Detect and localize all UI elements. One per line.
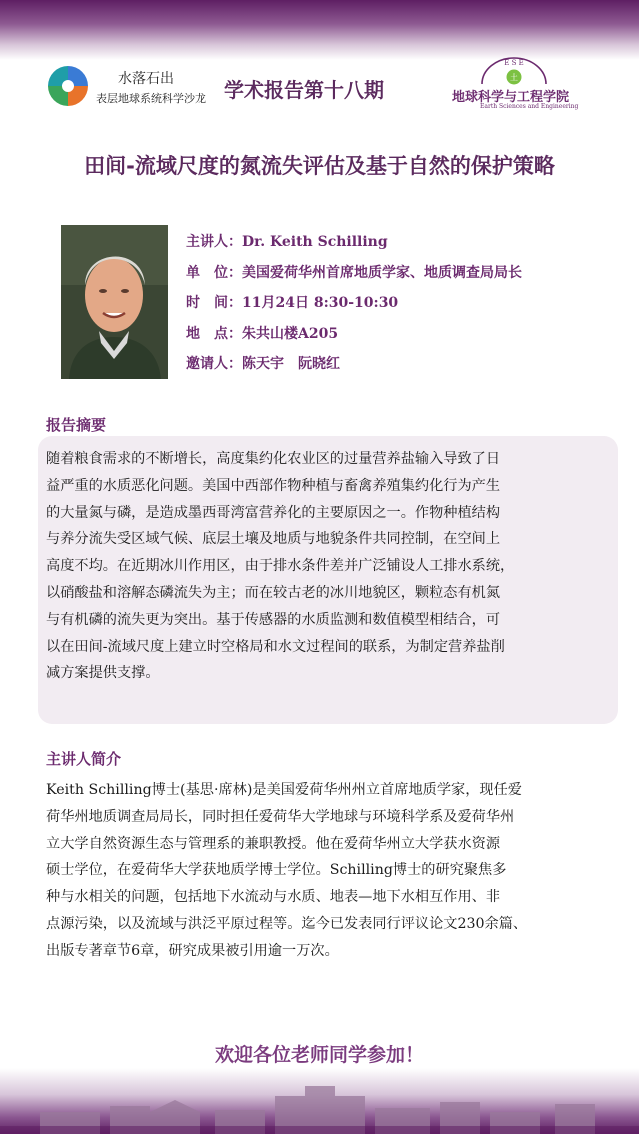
salon-subtitle: 表层地球系统科学沙龙 <box>96 92 206 105</box>
welcome-message: 欢迎各位老师同学参加！ <box>214 1044 424 1066</box>
bio-line: 荷华州地质调查局局长，同时担任爱荷华大学地球与环境科学系及爱荷华州 <box>46 808 515 825</box>
talk-info <box>186 231 626 384</box>
bio-line: 种与水相关的问题，包括地下水流动与水质、地表—地下水相互作用、非 <box>46 889 501 906</box>
host-line: 邀请人：陈天宇 阮晓红 <box>186 356 340 372</box>
svg-text:土: 土 <box>510 73 518 82</box>
abstract-line: 与养分流失受区域气候、底层土壤及地质与地貌条件共同控制，在空间上 <box>46 531 501 548</box>
school-name-en: Earth Sciences and Engineering <box>480 103 579 110</box>
series-title: 学术报告第十八期 <box>224 78 384 102</box>
abstract-line: 的大量氮与磷，是造成墨西哥湾富营养化的主要原因之一。作物种植结构 <box>46 504 501 521</box>
speaker-photo <box>61 225 168 379</box>
location-line: 地 点：朱共山楼A205 <box>186 325 339 342</box>
salon-logo-icon <box>46 64 90 108</box>
abstract-line: 益严重的水质恶化问题。美国中西部作物种植与畜禽养殖集约化行为产生 <box>46 477 501 494</box>
abstract-line: 与有机磷的流失更为突出。基于传感器的水质监测和数值模型相结合，可 <box>46 611 501 628</box>
abstract-line: 减方案提供支撑。 <box>46 665 160 682</box>
talk-title: 田间-流域尺度的氮流失评估及基于自然的保护策略 <box>84 154 555 178</box>
bio-line: 点源污染，以及流域与洪泛平原过程等。迄今已发表同行评议论文230余篇、 <box>46 915 528 932</box>
speaker-line: 主讲人：Dr. Keith Schilling <box>186 234 388 250</box>
time-line: 时 间：11月24日 8:30-10:30 <box>186 295 399 311</box>
campus-skyline-icon <box>0 1082 639 1134</box>
abstract-line: 以在田间-流域尺度上建立时空格局和水文过程间的联系，为制定营养盐削 <box>46 638 505 655</box>
abstract-line: 以硝酸盐和溶解态磷流失为主；而在较古老的冰川地貌区，颗粒态有机氮 <box>46 584 501 601</box>
speaker-portrait-icon <box>61 225 168 379</box>
school-emblem-icon <box>476 54 552 86</box>
top-gradient-band <box>0 0 639 60</box>
header <box>0 58 639 114</box>
abstract-line: 随着粮食需求的不断增长，高度集约化农业区的过量营养盐输入导致了日 <box>46 451 501 467</box>
bio-line: 硕士学位，在爱荷华大学获地质学博士学位。Schilling博士的研究聚焦多 <box>46 862 507 879</box>
bio-text <box>46 777 606 965</box>
school-name-cn: 地球科学与工程学院 <box>452 90 570 105</box>
salon-name: 水落石出 <box>118 71 174 87</box>
abstract-heading: 报告摘要 <box>46 416 107 434</box>
bio-heading: 主讲人简介 <box>46 750 122 768</box>
affiliation-line: 单 位：美国爱荷华州首席地质学家、地质调查局局长 <box>186 264 522 281</box>
abstract-line: 高度不均。在近期冰川作用区，由于排水条件差并广泛铺设人工排水系统， <box>46 558 515 575</box>
bio-line: Keith Schilling博士(基思·席林)是美国爱荷华州州立首席地质学家，现任爱 <box>46 782 522 798</box>
bio-line: 出版专著章节6章，研究成果被引用逾一万次。 <box>46 942 339 959</box>
bio-line: 立大学自然资源生态与管理系的兼职教授。他在爱荷华州立大学获水资源 <box>46 835 501 852</box>
abstract-text <box>46 446 607 687</box>
school-logo-letters: E S E <box>504 59 524 67</box>
